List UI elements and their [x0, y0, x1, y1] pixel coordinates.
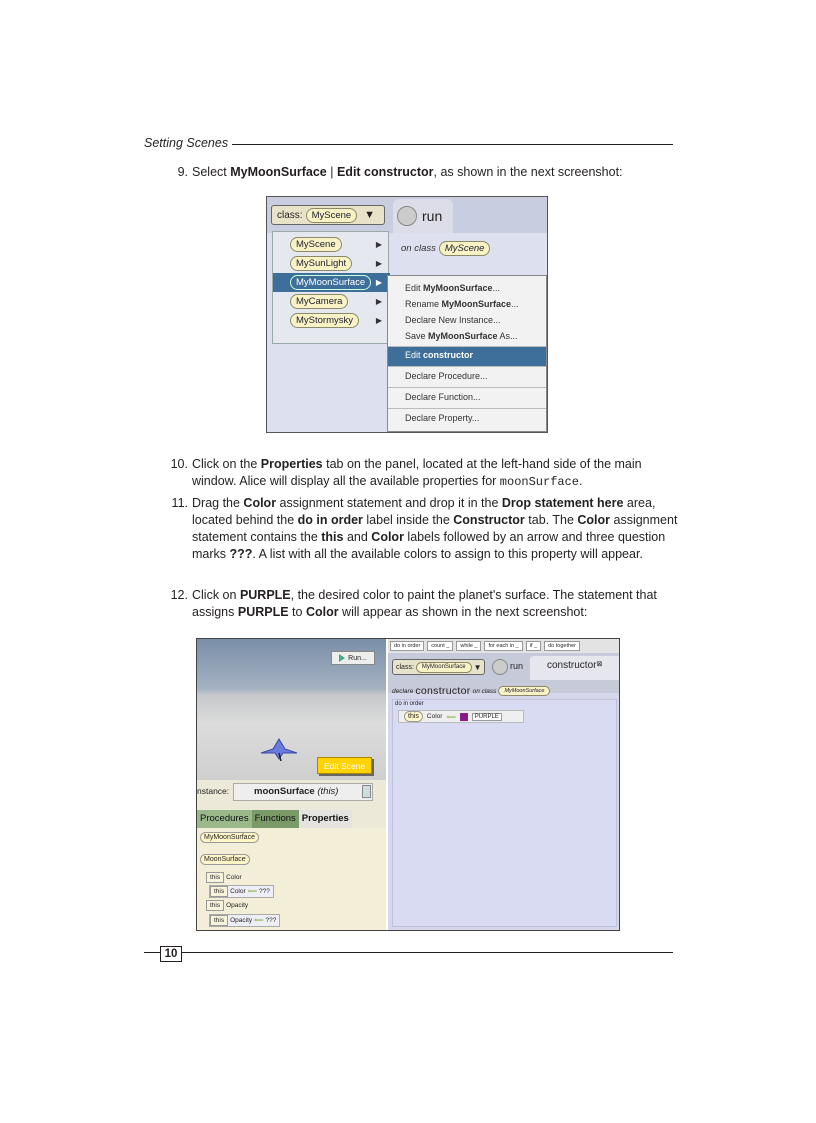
class-label: class: — [277, 209, 303, 221]
submenu-declare-procedure[interactable]: Declare Procedure... — [405, 371, 488, 381]
step-9 — [177, 164, 682, 181]
step-bold: this — [321, 530, 344, 544]
running-header — [144, 136, 673, 150]
step-text: assignment statement and drop it in the — [276, 496, 502, 510]
step-number: 10. — [170, 457, 188, 471]
class-dropdown[interactable] — [392, 659, 485, 675]
sub-bold: MyMoonSurface — [441, 299, 512, 309]
submenu-arrow-icon: ▶ — [375, 240, 382, 249]
sub-text: ... — [511, 299, 519, 309]
submenu-edit-constructor[interactable] — [388, 347, 546, 366]
this-label: this — [210, 915, 228, 926]
submenu — [387, 275, 547, 432]
class-value: MyMoonSurface — [416, 662, 472, 673]
assign-arrow-icon: ⟸ — [247, 888, 257, 895]
color-assignment-statement[interactable] — [398, 710, 524, 723]
submenu-declare-instance[interactable]: Declare New Instance... — [405, 315, 501, 325]
sub-text: Rename — [405, 299, 442, 309]
this-label: this — [210, 886, 228, 897]
sub-text: Edit — [405, 350, 424, 360]
dropdown-arrow-icon: ▼ — [364, 209, 376, 221]
property-color-getter[interactable] — [206, 872, 242, 883]
properties-panel — [197, 828, 386, 931]
tab-constructor[interactable] — [530, 656, 620, 680]
property-value: ??? — [265, 917, 277, 924]
instance-dropdown-icon[interactable] — [362, 785, 371, 798]
run-circle-icon[interactable] — [492, 659, 508, 675]
ctrl-do-in-order[interactable]: do in order — [390, 641, 424, 651]
this-label: this — [206, 900, 224, 911]
constructor-name: constructor — [415, 685, 471, 697]
sub-bold: constructor — [423, 350, 474, 360]
sub-text: Edit — [405, 283, 424, 293]
submenu-save-as[interactable] — [388, 328, 546, 347]
property-opacity-getter[interactable] — [206, 900, 248, 911]
step-10 — [170, 456, 682, 491]
submenu-declare-function[interactable]: Declare Function... — [405, 392, 481, 402]
instance-value: moonSurface — [254, 786, 315, 797]
step-text: , the desired color to paint the planet's surface. The statement that assigns — [192, 588, 657, 619]
step-bold: Edit constructor — [336, 165, 434, 179]
on-class-value: MyMoonSurface — [498, 686, 550, 696]
step-text: tab on the panel, located at the left-hand side of the main window. Alice will display all the available properties for — [192, 457, 642, 488]
step-bold: Color — [243, 496, 277, 510]
screenshot-class-menu — [266, 196, 548, 433]
on-class-label: on class — [472, 687, 497, 695]
step-code: moonSurface — [499, 475, 580, 489]
sub-bold: MyMoonSurface — [428, 331, 498, 341]
group-mymoonsurface: MyMoonSurface — [200, 832, 259, 843]
class-value: MyScene — [306, 208, 358, 223]
constructor-tab-label: constructor — [547, 660, 597, 671]
sub-text: As... — [497, 331, 518, 341]
step-text: area, located behind the — [192, 496, 656, 527]
menu-item-mymoonsurface[interactable] — [273, 273, 390, 292]
run-label: run — [510, 661, 524, 671]
step-text: Click on the — [192, 457, 261, 471]
ctrl-if[interactable]: if _ — [526, 641, 541, 651]
submenu-arrow-icon: ▶ — [375, 259, 382, 268]
menu-item-label: MyMoonSurface — [290, 275, 371, 290]
page-number: 10 — [160, 946, 182, 962]
submenu-arrow-icon: ▶ — [375, 316, 382, 325]
step-text: . A list with all the available colors to assign to this property will appear. — [252, 547, 643, 561]
menu-item-label: MySunLight — [290, 256, 352, 271]
sub-text: ... — [492, 283, 501, 293]
step-11 — [171, 495, 682, 563]
property-name: Color — [226, 874, 242, 881]
control-statements-bar — [388, 639, 620, 653]
purple-swatch — [460, 713, 468, 721]
instance-this: (this) — [317, 786, 339, 797]
this-label: this — [206, 872, 224, 883]
class-dropdown[interactable] — [271, 205, 385, 225]
class-menu — [272, 231, 389, 344]
sub-text: Save — [405, 331, 429, 341]
step-number: 9. — [177, 165, 188, 179]
step-text: . — [579, 474, 583, 488]
ctrl-count[interactable]: count _ — [427, 641, 453, 651]
dropdown-arrow-icon: ▼ — [473, 662, 482, 672]
header-title: Setting Scenes — [144, 136, 232, 150]
step-text: label inside the — [362, 513, 454, 527]
step-bold: Properties — [260, 457, 323, 471]
step-bold: MyMoonSurface — [230, 165, 327, 179]
run-button-label: Run... — [348, 654, 367, 662]
tab-properties[interactable]: Properties — [299, 810, 352, 828]
menu-item-mysunlight[interactable] — [273, 254, 390, 273]
on-class-line — [401, 241, 490, 256]
assign-arrow-icon: ⟸ — [446, 713, 456, 721]
step-bold: Color — [577, 513, 611, 527]
step-bold: Constructor — [453, 513, 525, 527]
menu-item-label: MyCamera — [290, 294, 348, 309]
on-class-value: MyScene — [439, 241, 491, 256]
ctrl-while[interactable]: while _ — [456, 641, 481, 651]
step-bold: Color — [371, 530, 404, 544]
panel-tabs — [197, 810, 352, 828]
submenu-declare-property[interactable]: Declare Property... — [405, 413, 480, 423]
step-number: 12. — [170, 588, 188, 602]
on-class-label: on class — [401, 243, 436, 254]
footer-rule — [144, 952, 673, 953]
step-text: Drag the — [192, 496, 244, 510]
menu-item-mycamera[interactable] — [273, 292, 390, 311]
step-bold: PURPLE — [239, 588, 291, 602]
step-text: will appear as shown in the next screenshot: — [338, 605, 588, 619]
instance-selector[interactable] — [233, 783, 373, 801]
step-text: | — [326, 165, 337, 179]
color-value[interactable]: PURPLE — [472, 713, 502, 721]
class-label: class: — [396, 663, 414, 671]
tab-procedures[interactable]: Procedures — [197, 810, 252, 828]
property-name: Color — [230, 888, 246, 895]
menu-divider — [388, 366, 546, 367]
step-text: labels followed by an arrow and three question marks — [192, 530, 666, 561]
step-bold: PURPLE — [237, 605, 289, 619]
menu-item-label: MyStormysky — [290, 313, 359, 328]
property-value: ??? — [259, 888, 270, 895]
menu-divider — [388, 408, 546, 409]
tab-functions[interactable]: Functions — [252, 810, 299, 828]
screenshot-constructor — [196, 638, 620, 931]
menu-item-label: MyScene — [290, 237, 342, 252]
spaceship-icon — [259, 737, 299, 761]
color-label: Color — [426, 713, 443, 720]
this-label: this — [404, 711, 423, 722]
submenu-arrow-icon: ▶ — [375, 297, 382, 306]
run-button[interactable] — [331, 651, 375, 665]
declaration-line — [392, 685, 550, 697]
step-text: Click on — [192, 588, 240, 602]
ctrl-for-each-in[interactable]: for each in _ — [484, 641, 522, 651]
step-text: and — [343, 530, 372, 544]
step-bold: Color — [305, 605, 339, 619]
run-label: run — [422, 208, 443, 224]
play-icon — [339, 654, 345, 662]
step-text: tab. The — [524, 513, 578, 527]
step-bold: ??? — [229, 547, 253, 561]
close-tab-icon[interactable]: ⊠ — [596, 661, 603, 668]
step-text: , as shown in the next screenshot: — [433, 165, 623, 179]
sub-bold: MyMoonSurface — [423, 283, 493, 293]
step-text: Select — [192, 165, 231, 179]
step-text: assignment statement contains the — [192, 513, 678, 544]
step-bold: do in order — [297, 513, 363, 527]
group-moonsurface: MoonSurface — [200, 854, 250, 865]
run-circle-icon[interactable] — [397, 206, 417, 226]
code-editor — [388, 639, 620, 931]
property-color-setter[interactable] — [209, 885, 274, 898]
declare-label: declare — [392, 687, 414, 695]
scene-view — [197, 639, 386, 780]
edit-scene-button[interactable]: Edit Scene — [317, 757, 372, 774]
step-12 — [170, 587, 682, 621]
step-bold: Drop statement here — [501, 496, 624, 510]
submenu-arrow-icon: ▶ — [375, 278, 382, 287]
step-number: 11. — [171, 496, 188, 510]
property-name: Opacity — [226, 902, 249, 909]
step-text: to — [288, 605, 306, 619]
assign-arrow-icon: ⟸ — [254, 917, 264, 924]
code-body — [392, 699, 617, 927]
menu-divider — [388, 387, 546, 388]
left-panel — [197, 780, 386, 931]
property-name: Opacity — [230, 917, 253, 924]
do-in-order-label: do in order — [395, 701, 424, 707]
instance-label: nstance: — [197, 786, 230, 796]
property-opacity-setter[interactable] — [209, 914, 280, 927]
menu-item-myscene[interactable] — [273, 235, 390, 254]
ctrl-do-together[interactable]: do together — [544, 641, 580, 651]
menu-item-mystormysky[interactable] — [273, 311, 390, 330]
